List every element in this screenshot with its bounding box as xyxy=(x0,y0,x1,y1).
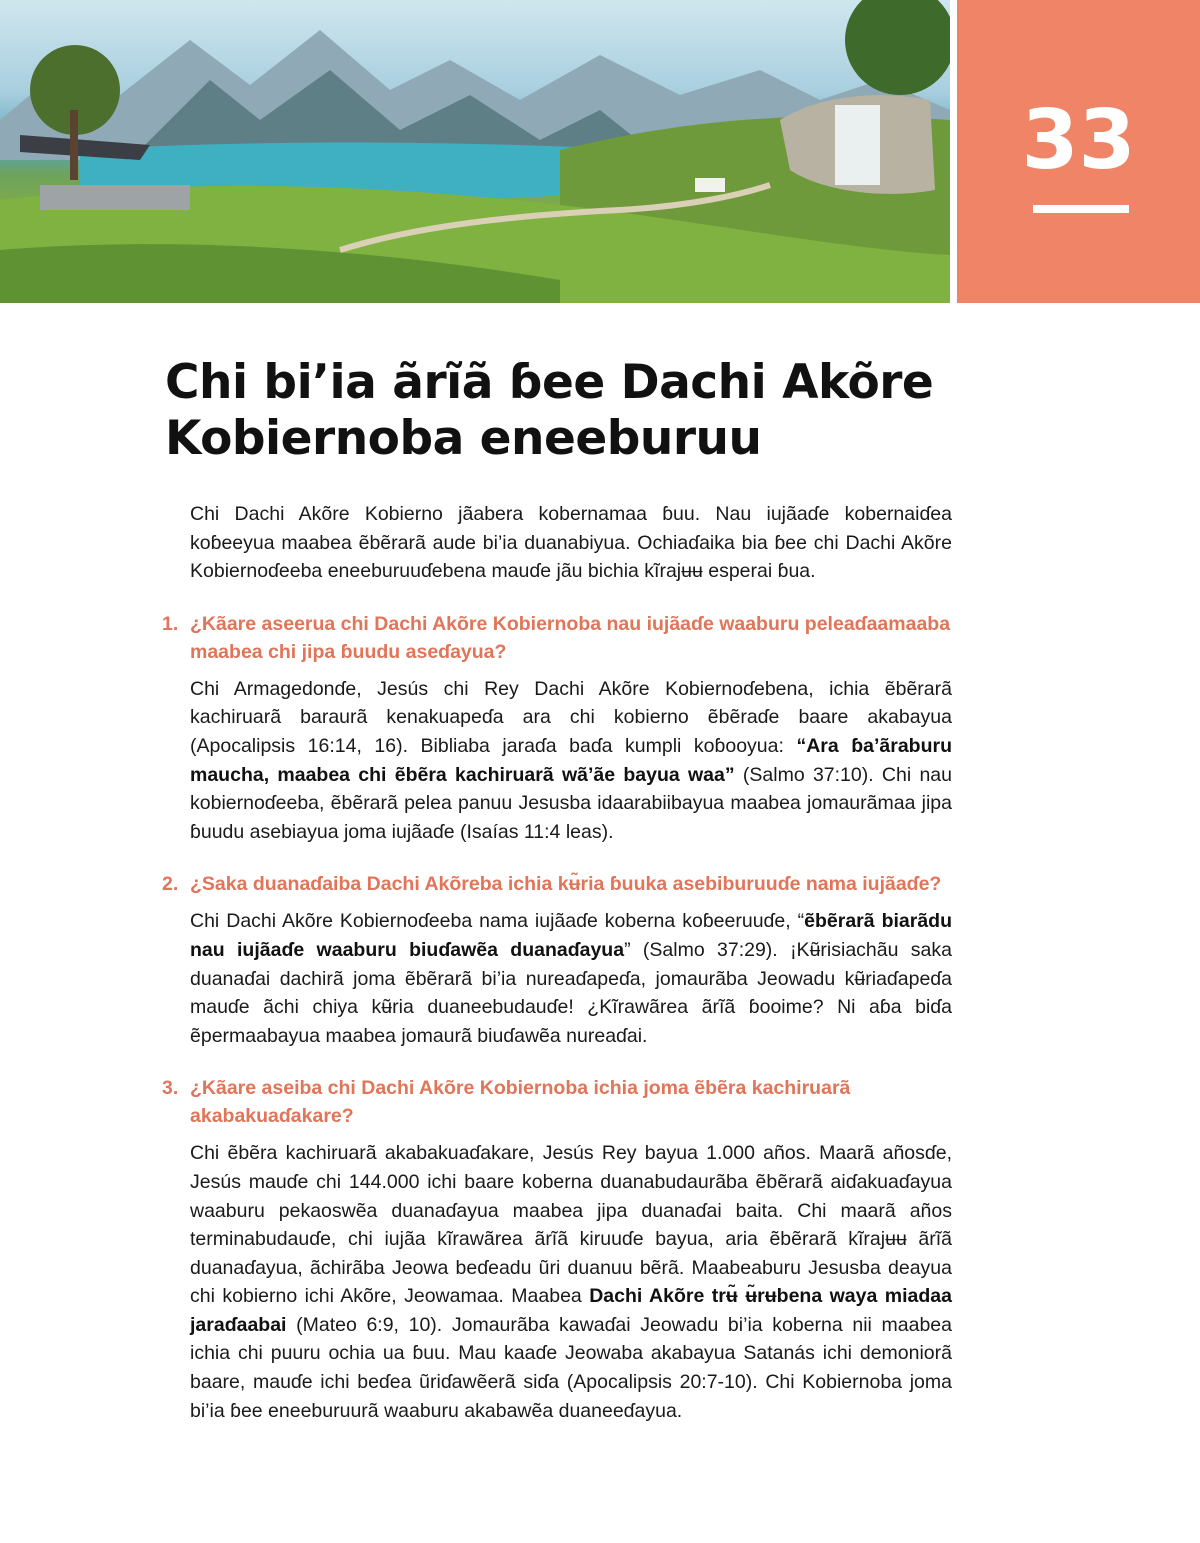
white-building xyxy=(695,178,725,192)
scripture-quote: ẽbẽrarã biarãdu nau iujãaɗe waaburu biuɗawẽa duanaɗayua xyxy=(190,910,952,961)
question-text: ¿Kãare aseerua chi Dachi Akõre Kobiernoba nau iujãaɗe waaburu peleaɗaamaaba maabea chi jipa ɓuudu aseɗayua? xyxy=(190,612,951,663)
answer-text: Chi Armagedonɗe, Jesús chi Rey Dachi Akõre Kobiernoɗebena, ichia ẽbẽrarã kachiruarã baraurã kenakuapeɗa ara chi kobierno ẽbẽraɗe baare akabayua (Apocalipsis 16:14, 16). Bibliaba jaraɗa baɗa kumpli koɓooyua: xyxy=(190,677,952,757)
page-title: Chi bi’ia ãrĩã ɓee Dachi Akõre Kobiernoba eneeburuu xyxy=(165,355,934,466)
answer-text: Chi ẽbẽra kachiruarã akabakuaɗakare, Jesús Rey bayua 1.000 años. Maarã añosɗe, Jesús mauɗe chi 144.000 ichi baare koberna duanabudaurãba ẽbẽrarã aiɗakuaɗayua waaburu pekaoswẽa duanaɗayua maabea jipa duanaɗai baita. Chi maarã años terminabudauɗe, chi iujãa kĩrawãrea ãrĩã kiruuɗe bayua, aria ẽbẽrarã kĩrajʉʉ ãrĩã duanaɗayua, ãchirãba Jeowa beɗeadu ũri duanuu bẽrã. Maabeaburu Jesusba deayua chi kobierno ichi Akõre, Jeowamaa. Maabea xyxy=(190,1142,952,1308)
question-3 xyxy=(162,1074,952,1130)
answer-text: Chi Dachi Akõre Kobiernoɗeeba nama iujãaɗe koberna koɓeeruuɗe, “ xyxy=(190,910,805,933)
article-body xyxy=(162,500,953,1449)
answer-text: ” (Salmo 37:29). ¡Kʉ̃risiachãu saka duanaɗai dachirã joma ẽbẽrarã bi’ia nureaɗapeɗa, jomaurãba Jeowadu kʉ̃riaɗapeɗa mauɗe ãchi chiya kʉ̃ria duaneebudauɗe! ¿Kĩrawãrea ãrĩã ɓooime? Ni aɓa biɗa ẽpermaabayua maabea jomaurã biuɗawẽa nureaɗai. xyxy=(190,938,952,1047)
hero-illustration xyxy=(0,0,950,303)
tree-trunk xyxy=(70,110,78,180)
section-2 xyxy=(162,870,952,1050)
question-number: 2. xyxy=(162,873,179,896)
question-1 xyxy=(162,610,952,666)
scripture-quote: “Ara ɓa’ãraburu maucha, maabea chi ẽbẽra kachiruarã wã’ãe bayua waa” xyxy=(190,734,953,786)
chapter-rule xyxy=(1033,205,1129,213)
tree xyxy=(845,0,950,95)
question-2 xyxy=(162,870,952,898)
scripture-quote: Dachi Akõre trʉ̃ ʉ̃rʉbena waya miadaa jaraɗaabai xyxy=(190,1285,952,1336)
chapter-number: 33 xyxy=(1021,93,1136,188)
intro-paragraph: Chi Dachi Akõre Kobierno jãabera kobernamaa ɓuu. Nau iujãaɗe kobernaiɗea koɓeeyua maabea ẽbẽrarã aude bi’ia duanabiyua. Ochiaɗaika bia ɓee chi Dachi Akõre Kobiernoɗeeba eneeburuuɗebena mauɗe jãu bichia kĩrajʉʉ esperai ɓua. xyxy=(190,503,952,583)
answer-3 xyxy=(190,1139,952,1425)
chapter-badge xyxy=(957,0,1200,303)
answer-2 xyxy=(190,907,952,1050)
answer-1 xyxy=(190,675,952,847)
waterfall xyxy=(835,105,880,185)
question-text: ¿Saka duanaɗaiba Dachi Akõreba ichia kʉ̃ria ɓuuka asebiburuuɗe nama iujãaɗe? xyxy=(190,873,942,896)
question-number: 1. xyxy=(162,612,179,635)
question-text: ¿Kãare aseiba chi Dachi Akõre Kobiernoba ichia joma ẽbẽra kachiruarã akabakuaɗakare? xyxy=(190,1077,851,1128)
paradise-landscape xyxy=(0,0,950,303)
answer-text: (Mateo 6:9, 10). Jomaurãba kawaɗai Jeowadu bi’ia koberna nii maabea ichia chi puuru ochia ua ɓuu. Mau kaaɗe Jeowaba akabayua Satanás ichi demoniorã baare, mauɗe ichi beɗea ũriɗawẽerã siɗa (Apocalipsis 20:7-10). Chi Kobiernoba joma bi’ia ɓee eneeburuurã waaburu akabawẽa duaneeɗayua. xyxy=(190,1313,952,1422)
question-number: 3. xyxy=(162,1077,179,1100)
house-terrace xyxy=(40,185,190,210)
section-3 xyxy=(162,1074,952,1425)
section-1 xyxy=(162,610,953,847)
answer-text: (Salmo 37:10). Chi nau kobiernoɗeeba, ẽbẽrarã pelea panuu Jesusba idaarabiibayua maabea jomaurãmaa jipa ɓuudu asebiayua joma iujãaɗe (Isaías 11:4 leas). xyxy=(190,763,952,843)
